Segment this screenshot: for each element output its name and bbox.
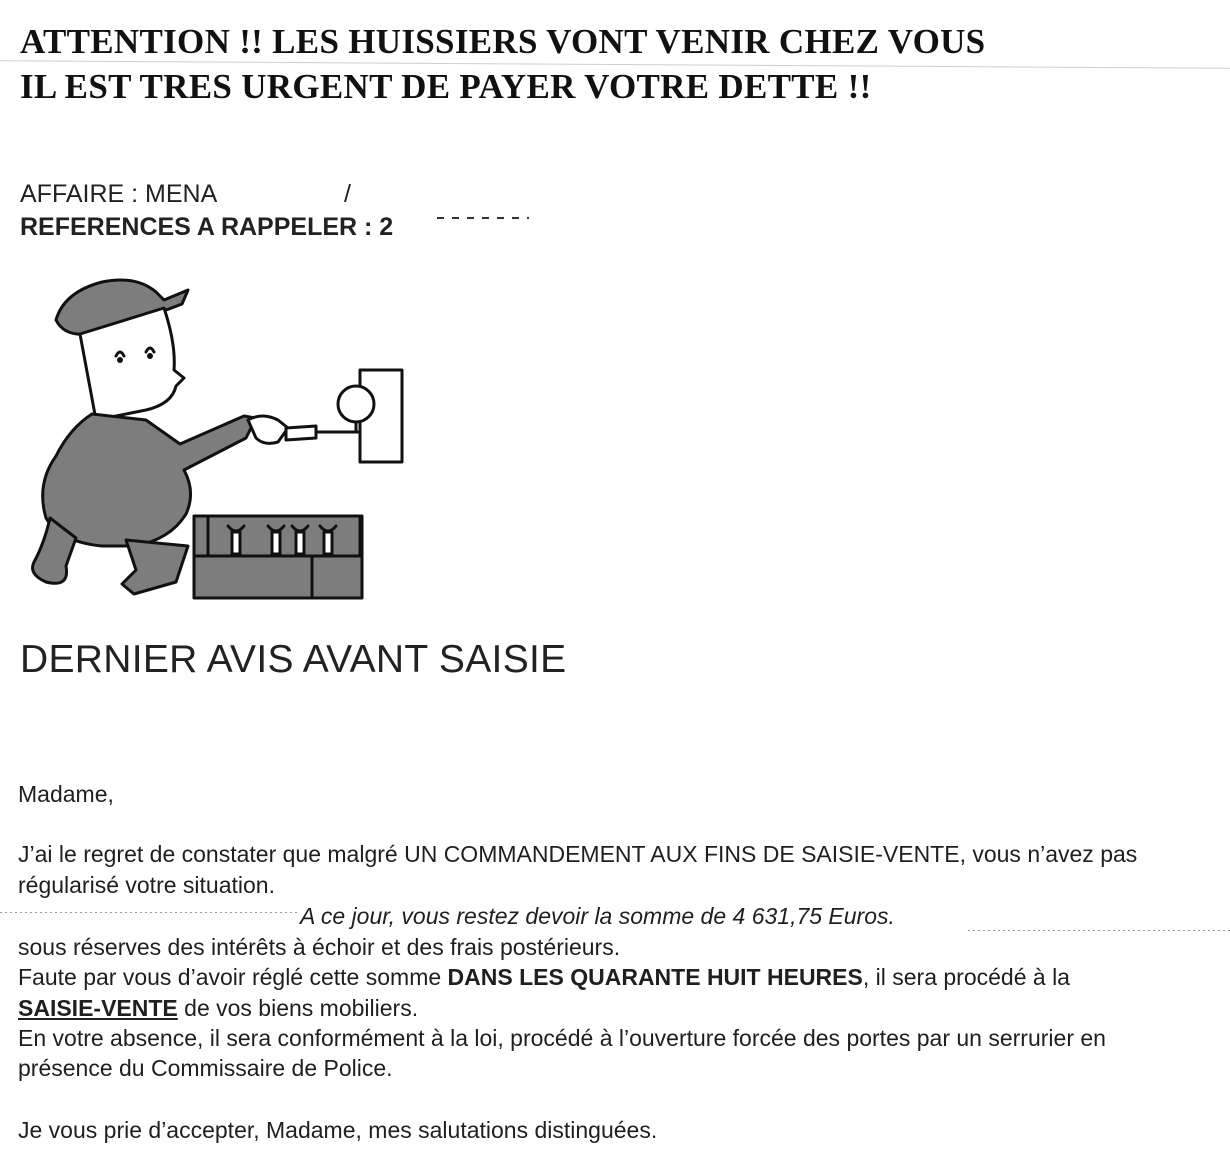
deadline-text-post: , il sera procédé à la — [862, 964, 1070, 990]
affaire-separator: / — [344, 180, 351, 208]
seizure-line — [18, 995, 418, 1022]
affaire-line: AFFAIRE : MENA — [20, 180, 218, 208]
warning-headline-2: IL EST TRES URGENT DE PAYER VOTRE DETTE !! — [20, 67, 872, 106]
deadline-emphasis: DANS LES QUARANTE HUIT HEURES — [447, 964, 863, 990]
amount-due-line: A ce jour, vous restez devoir la somme de 4 631,75 Euros. — [300, 903, 895, 929]
scan-dotted-line — [0, 912, 300, 913]
deadline-line — [18, 964, 1070, 991]
notice-title: DERNIER AVIS AVANT SAISIE — [20, 638, 567, 681]
seizure-emphasis: SAISIE-VENTE — [18, 995, 178, 1021]
redacted-reference — [437, 217, 529, 219]
salutation: Madame, — [18, 781, 114, 807]
deadline-text-pre: Faute par vous d’avoir réglé cette somme — [18, 964, 448, 990]
paragraph-1-line-1: J’ai le regret de constater que malgré UN COMMANDEMENT AUX FINS DE SAISIE-VENTE, vous n’avez pas — [18, 841, 1138, 867]
seizure-text-post: de vos biens mobiliers. — [177, 995, 419, 1021]
worker-with-toolbox-icon — [16, 270, 416, 610]
scan-dotted-line — [968, 930, 1230, 931]
absence-line-2: présence du Commissaire de Police. — [18, 1055, 393, 1081]
paragraph-1-line-2: régularisé votre situation. — [18, 872, 275, 898]
warning-headline-1: ATTENTION !! LES HUISSIERS VONT VENIR CHEZ VOUS — [20, 22, 986, 61]
absence-line-1: En votre absence, il sera conformément à la loi, procédé à l’ouverture forcée des portes par un serrurier en — [18, 1025, 1106, 1051]
reserves-line: sous réserves des intérêts à échoir et des frais postérieurs. — [18, 934, 621, 960]
references-line: REFERENCES A RAPPELER : 2 — [20, 213, 394, 241]
closing-line: Je vous prie d’accepter, Madame, mes salutations distinguées. — [18, 1117, 658, 1143]
